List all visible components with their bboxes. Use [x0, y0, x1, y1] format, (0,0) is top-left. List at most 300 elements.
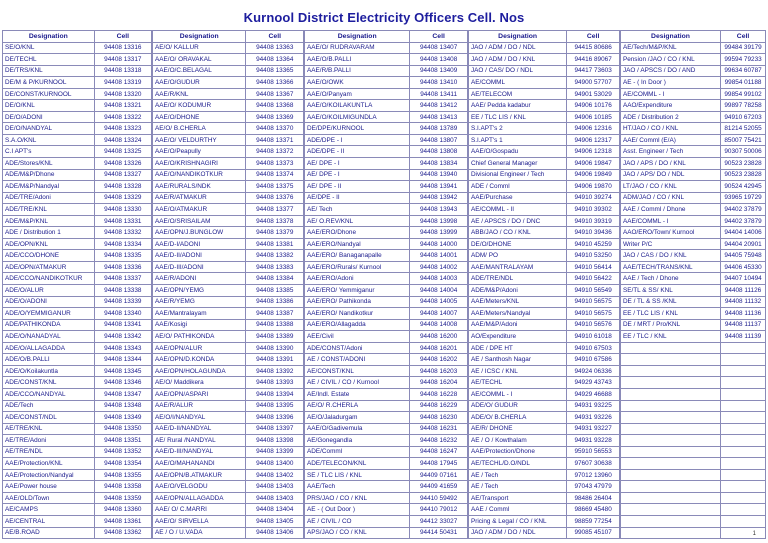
phone-cell: 98859 77254: [567, 515, 620, 527]
phone-cell: 94910 61018: [567, 331, 620, 343]
designation-cell: SE/TL & SS/ KNL: [620, 285, 720, 297]
table-row: [468, 331, 619, 343]
table-row: [468, 388, 619, 400]
phone-cell: 94408 13388: [246, 319, 304, 331]
table-row: [620, 377, 765, 389]
table-row: [468, 250, 619, 262]
table-row: [620, 215, 765, 227]
phone-cell: 94408 16228: [410, 388, 468, 400]
phone-cell: 94408 13331: [94, 215, 151, 227]
designation-cell: AE/CAMPS: [3, 504, 95, 516]
designation-cell: AE/O/I/NANDYAL: [153, 412, 246, 424]
table-row: [3, 192, 152, 204]
table-row: [153, 469, 304, 481]
designation-cell: AAE/O/ VELDURTHY: [153, 134, 246, 146]
table-row: [620, 123, 765, 135]
phone-cell: [721, 365, 766, 377]
table-row: [305, 227, 468, 239]
table-row: [153, 423, 304, 435]
table-row: [620, 400, 765, 412]
phone-cell: 94408 13346: [94, 377, 151, 389]
phone-cell: 94408 13366: [246, 77, 304, 89]
phone-cell: 94408 13334: [94, 238, 151, 250]
phone-cell: 93965 19729: [721, 192, 766, 204]
phone-cell: 94408 13379: [246, 227, 304, 239]
phone-cell: [721, 481, 766, 493]
designation-cell: AAE/Protection/KNL: [3, 458, 95, 470]
cell-header: Cell: [94, 31, 151, 43]
table-row: [305, 492, 468, 504]
designation-cell: [620, 469, 720, 481]
phone-cell: 94408 13410: [410, 77, 468, 89]
designation-cell: AAE/O/ ORAVAKAL: [153, 54, 246, 66]
table-row: [3, 250, 152, 262]
designation-cell: AAE / Comml: [468, 504, 566, 516]
phone-cell: 94408 13352: [94, 446, 151, 458]
designation-cell: S.A.O/KNL: [3, 134, 95, 146]
table-row: [153, 492, 304, 504]
phone-cell: 94408 13342: [94, 331, 151, 343]
designation-cell: AAE/O/VELGODU: [153, 481, 246, 493]
designation-cell: AAE/OPN/B.ATMAKUR: [153, 469, 246, 481]
table-row: [620, 65, 765, 77]
table-row: [153, 238, 304, 250]
phone-cell: 94929 43743: [567, 377, 620, 389]
phone-cell: 94408 13337: [94, 273, 151, 285]
table-row: [620, 492, 765, 504]
designation-cell: AE / Tech: [468, 481, 566, 493]
phone-cell: 94408 13403: [246, 492, 304, 504]
designation-cell: AAE/R/ADONI: [153, 273, 246, 285]
table-row: [3, 469, 152, 481]
designation-cell: ADE/O/ALLAGADDA: [3, 342, 95, 354]
table-row: [468, 469, 619, 481]
designation-cell: EE / TLC / KNL: [620, 331, 720, 343]
designation-cell: AE/TRE/Adoni: [3, 435, 95, 447]
phone-cell: 94404 14006: [721, 227, 766, 239]
designation-cell: AE/DPE - II: [305, 192, 410, 204]
table-row: [153, 88, 304, 100]
designation-cell: JAO / APSCS / DO / AND: [620, 65, 720, 77]
designation-cell: AAE/Power house: [3, 481, 95, 493]
table-row: [305, 354, 468, 366]
designation-cell: AAE/O/C.BELAGAL: [153, 65, 246, 77]
phone-cell: 94408 13389: [246, 331, 304, 343]
table-row: [620, 192, 765, 204]
table-row: [3, 238, 152, 250]
table-row: [468, 296, 619, 308]
phone-cell: 94408 13344: [94, 354, 151, 366]
phone-cell: 94910 56422: [567, 273, 620, 285]
table-row: [620, 412, 765, 424]
designation-cell: DE/M & P/KURNOOL: [3, 77, 95, 89]
table-row: [305, 331, 468, 343]
table-row: [3, 204, 152, 216]
table-row: [305, 296, 468, 308]
designation-cell: AE/CONST/KNL: [305, 365, 410, 377]
designation-cell: AE/ Tech: [305, 204, 410, 216]
designation-cell: AE / CIVIL / CO / Kurnool: [305, 377, 410, 389]
designation-cell: AAE/Kosigi: [153, 319, 246, 331]
table-row: [620, 296, 765, 308]
table-row: [620, 88, 765, 100]
table-row: [468, 354, 619, 366]
table-row: [305, 88, 468, 100]
phone-cell: 94408 13375: [246, 181, 304, 193]
table-row: [468, 319, 619, 331]
table-row: [620, 227, 765, 239]
phone-cell: 94408 16200: [410, 331, 468, 343]
designation-cell: [620, 423, 720, 435]
designation-cell: AAE/O/Panyam: [305, 88, 410, 100]
phone-cell: 94408 13339: [94, 296, 151, 308]
table-row: [153, 227, 304, 239]
designation-cell: JAO / CAS/ DO / NDL: [468, 65, 566, 77]
phone-cell: 94408 13383: [246, 261, 304, 273]
table-row: [3, 458, 152, 470]
table-row: [3, 88, 152, 100]
officer-table-2: [152, 30, 304, 539]
phone-cell: 94408 13942: [410, 192, 468, 204]
table-row: [3, 308, 152, 320]
table-row: [620, 134, 765, 146]
phone-cell: 94408 13370: [246, 123, 304, 135]
table-row: [468, 412, 619, 424]
phone-cell: [721, 377, 766, 389]
phone-cell: 94931 93227: [567, 423, 620, 435]
designation-cell: DE/TRS/KNL: [3, 65, 95, 77]
phone-cell: 94408 16201: [410, 342, 468, 354]
table-row: [3, 261, 152, 273]
designation-cell: HT/JAO / CO / KNL: [620, 123, 720, 135]
designation-cell: JAO / ADM / DO / NDL: [468, 527, 566, 539]
table-row: [153, 273, 304, 285]
phone-cell: 94910 56575: [567, 296, 620, 308]
designation-cell: AE/Tech/M&P/KNL: [620, 42, 720, 54]
table-row: [305, 250, 468, 262]
designation-cell: AE/B.ROAD: [3, 527, 95, 539]
designation-cell: ADE/O/ADONI: [3, 296, 95, 308]
phone-cell: 94408 13351: [94, 435, 151, 447]
designation-cell: AAE/Meters/Nandyal: [468, 308, 566, 320]
table-row: [153, 377, 304, 389]
designation-cell: JAO / APS / DO / KNL: [620, 158, 720, 170]
table-row: [305, 365, 468, 377]
phone-cell: 94408 13355: [94, 469, 151, 481]
phone-cell: 94408 14005: [410, 296, 468, 308]
designation-cell: AAE/D-II/ADONI: [153, 250, 246, 262]
designation-cell: AAE/OLD/Town: [3, 492, 95, 504]
designation-cell: Asst. Engineer / Tech: [620, 146, 720, 158]
phone-cell: 94906 19847: [567, 158, 620, 170]
phone-cell: 94408 13834: [410, 158, 468, 170]
designation-cell: AAE/O/ATMAKUR: [153, 204, 246, 216]
phone-cell: 94408 13345: [94, 365, 151, 377]
designation-cell: ADE / Distribution 1: [3, 227, 95, 239]
designation-cell: AAE/O/B.PALLI: [305, 54, 410, 66]
designation-cell: AAE/O/KRISHNAGIRI: [153, 158, 246, 170]
designation-cell: AAE/Mantralayam: [153, 308, 246, 320]
phone-cell: 94408 16202: [410, 354, 468, 366]
phone-cell: 94924 06336: [567, 365, 620, 377]
table-row: [468, 492, 619, 504]
table-row: [153, 77, 304, 89]
phone-cell: 94408 13360: [94, 504, 151, 516]
phone-cell: 94408 13323: [94, 123, 151, 135]
table-row: [3, 504, 152, 516]
phone-cell: [721, 469, 766, 481]
table-row: [305, 423, 468, 435]
table-row: [620, 319, 765, 331]
phone-cell: 94407 10494: [721, 273, 766, 285]
designation-cell: AE/ O.REV/KNL: [305, 215, 410, 227]
table-row: [153, 215, 304, 227]
designation-header: Designation: [468, 31, 566, 43]
phone-cell: 94408 13348: [94, 400, 151, 412]
phone-cell: 94408 14002: [410, 261, 468, 273]
table-row: [153, 204, 304, 216]
phone-cell: 94408 13943: [410, 204, 468, 216]
table-row: [153, 365, 304, 377]
table-row: [468, 54, 619, 66]
table-row: [468, 123, 619, 135]
table-row: [305, 123, 468, 135]
phone-cell: 94408 13343: [94, 342, 151, 354]
table-row: [3, 331, 152, 343]
designation-cell: Writer P/C: [620, 238, 720, 250]
table-row: [3, 134, 152, 146]
designation-cell: ADE/M&P/KNL: [3, 215, 95, 227]
table-row: [153, 342, 304, 354]
phone-cell: 94408 13377: [246, 204, 304, 216]
table-row: [620, 469, 765, 481]
table-row: [468, 481, 619, 493]
phone-cell: 94408 16203: [410, 365, 468, 377]
phone-cell: 99594 79233: [721, 54, 766, 66]
phone-cell: 94910 56414: [567, 261, 620, 273]
phone-cell: 94408 13386: [246, 296, 304, 308]
phone-cell: 90523 23828: [721, 169, 766, 181]
designation-cell: JAO / CAS / DO / KNL: [620, 250, 720, 262]
phone-cell: 94408 13394: [246, 388, 304, 400]
table-row: [620, 204, 765, 216]
designation-cell: ADE/O/NANADYAL: [3, 331, 95, 343]
table-row: [620, 146, 765, 158]
phone-cell: 94408 16230: [410, 412, 468, 424]
phone-cell: 94910 67203: [721, 111, 766, 123]
table-row: [620, 111, 765, 123]
table-row: [468, 134, 619, 146]
table-row: [305, 192, 468, 204]
phone-cell: 94408 13405: [246, 515, 304, 527]
phone-cell: 81214 52055: [721, 123, 766, 135]
phone-cell: [721, 423, 766, 435]
designation-cell: ADE/O/YEMMIGANUR: [3, 308, 95, 320]
designation-cell: AAE/ERO/ Pathikonda: [305, 296, 410, 308]
table-row: [468, 100, 619, 112]
table-row: [153, 296, 304, 308]
table-row: [305, 238, 468, 250]
designation-cell: AE/ DPE - I: [305, 169, 410, 181]
phone-cell: 94910 39302: [567, 204, 620, 216]
phone-cell: 98669 45480: [567, 504, 620, 516]
table-row: [620, 504, 765, 516]
table-row: [305, 42, 468, 54]
phone-cell: 94408 16204: [410, 377, 468, 389]
designation-cell: Divisional Engineer / Tech: [468, 169, 566, 181]
phone-cell: 94408 13391: [246, 354, 304, 366]
table-row: [153, 100, 304, 112]
designation-cell: DE / MRT / Pro/KNL: [620, 319, 720, 331]
designation-cell: AAE/Meters/KNL: [468, 296, 566, 308]
designation-cell: AAE/ERO/Dhone: [305, 227, 410, 239]
designation-cell: AAE/RURALS/NDK: [153, 181, 246, 193]
phone-cell: 94408 14000: [410, 238, 468, 250]
designation-cell: [620, 527, 720, 539]
phone-cell: 94408 13385: [246, 285, 304, 297]
designation-cell: AE / APSCS / DO / DNC: [468, 215, 566, 227]
phone-cell: 94408 13395: [246, 400, 304, 412]
officer-table-1: [2, 30, 152, 539]
phone-cell: [721, 515, 766, 527]
designation-cell: AO/Expenditure: [468, 331, 566, 343]
phone-cell: 94416 89067: [567, 54, 620, 66]
designation-header: Designation: [305, 31, 410, 43]
phone-cell: 94408 13324: [94, 134, 151, 146]
phone-cell: 94901 53029: [567, 88, 620, 100]
table-header-row: [468, 31, 619, 43]
designation-cell: AAE/R/YEMG: [153, 296, 246, 308]
table-row: [3, 492, 152, 504]
designation-cell: SE/O/KNL: [3, 42, 95, 54]
table-row: [620, 388, 765, 400]
table-row: [153, 319, 304, 331]
designation-cell: AAE/O/NANDIKOTKUR: [153, 169, 246, 181]
designation-cell: ADE/TRE/KNL: [3, 204, 95, 216]
designation-cell: AAO/Expenditure: [620, 100, 720, 112]
designation-cell: AAE/OPN/ALLAGADDA: [153, 492, 246, 504]
phone-cell: 94414 50431: [410, 527, 468, 539]
designation-cell: SE / TLC LIS / KNL: [305, 469, 410, 481]
page-number: 1: [752, 531, 756, 537]
table-header-row: [3, 31, 152, 43]
table-row: [305, 458, 468, 470]
phone-cell: 94408 16231: [410, 423, 468, 435]
table-row: [153, 65, 304, 77]
designation-cell: AAE/ERO/Nandyal: [305, 238, 410, 250]
phone-cell: 94409 41659: [410, 481, 468, 493]
designation-cell: AE/TECHL/D.O/NDL: [468, 458, 566, 470]
designation-cell: ABB/JAO / CO / KNL: [468, 227, 566, 239]
table-row: [620, 158, 765, 170]
table-row: [305, 285, 468, 297]
phone-cell: 94408 13325: [94, 146, 151, 158]
phone-cell: 94409 07161: [410, 469, 468, 481]
phone-cell: 94906 10176: [567, 100, 620, 112]
table-row: [305, 65, 468, 77]
phone-cell: [721, 527, 766, 539]
phone-cell: 94408 13413: [410, 111, 468, 123]
table-row: [468, 42, 619, 54]
designation-cell: AAE/OPN/HOLAGUNDA: [153, 365, 246, 377]
phone-cell: 94408 13402: [246, 469, 304, 481]
phone-cell: 94415 80686: [567, 42, 620, 54]
designation-cell: AAE/ERO/Allagadda: [305, 319, 410, 331]
designation-cell: [620, 388, 720, 400]
table-row: [153, 412, 304, 424]
table-row: [3, 273, 152, 285]
table-row: [153, 400, 304, 412]
directory-tables: [2, 30, 766, 539]
designation-cell: AAE/ O/ C.MARRI: [153, 504, 246, 516]
designation-cell: [620, 435, 720, 447]
designation-cell: ADE/CCO/NANDIKOTKUR: [3, 273, 95, 285]
designation-cell: AE/O/ PATHIKONDA: [153, 331, 246, 343]
phone-cell: 94408 13335: [94, 250, 151, 262]
table-row: [620, 435, 765, 447]
phone-cell: 94408 13364: [246, 54, 304, 66]
phone-cell: 94410 59492: [410, 492, 468, 504]
phone-cell: 94408 11126: [721, 285, 766, 297]
table-row: [153, 158, 304, 170]
designation-cell: ADE/Stores/KNL: [3, 158, 95, 170]
phone-cell: 90524 42945: [721, 181, 766, 193]
phone-cell: 94408 17945: [410, 458, 468, 470]
table-row: [305, 169, 468, 181]
table-row: [3, 158, 152, 170]
phone-cell: 94408 13368: [246, 100, 304, 112]
phone-cell: 85007 75421: [721, 134, 766, 146]
table-row: [620, 181, 765, 193]
table-row: [620, 169, 765, 181]
table-row: [3, 515, 152, 527]
table-row: [305, 515, 468, 527]
designation-cell: ADE/TRE/NDL: [468, 273, 566, 285]
designation-cell: AE/COMML - II: [468, 204, 566, 216]
phone-cell: 94412 33027: [410, 515, 468, 527]
phone-cell: 94910 39274: [567, 192, 620, 204]
phone-cell: 94906 12317: [567, 134, 620, 146]
phone-cell: 94408 13369: [246, 111, 304, 123]
phone-cell: 94408 13411: [410, 88, 468, 100]
designation-cell: AE - ( In Door ): [620, 77, 720, 89]
table-row: [305, 412, 468, 424]
phone-cell: 94408 14008: [410, 319, 468, 331]
designation-cell: AAE/ERO/Rurals/ Kurnool: [305, 261, 410, 273]
table-row: [468, 446, 619, 458]
phone-cell: 94408 13363: [246, 42, 304, 54]
phone-cell: 94408 13789: [410, 123, 468, 135]
designation-cell: Pension /JAO / CO / KNL: [620, 54, 720, 66]
phone-cell: 98486 26404: [567, 492, 620, 504]
phone-cell: 94408 13408: [410, 54, 468, 66]
designation-cell: ADE / Comml: [468, 181, 566, 193]
phone-cell: 94906 12318: [567, 146, 620, 158]
phone-cell: 94408 13400: [246, 458, 304, 470]
designation-cell: C.I APT's: [3, 146, 95, 158]
table-row: [468, 238, 619, 250]
designation-cell: AAE/ERO/ Banaganapalle: [305, 250, 410, 262]
phone-cell: 94417 73603: [567, 65, 620, 77]
phone-cell: 94408 13392: [246, 365, 304, 377]
phone-cell: 99854 99102: [721, 88, 766, 100]
table-row: [468, 515, 619, 527]
table-row: [620, 423, 765, 435]
designation-cell: AAE / Comml / Dhone: [620, 204, 720, 216]
table-row: [153, 169, 304, 181]
phone-cell: 94408 13326: [94, 158, 151, 170]
table-row: [305, 469, 468, 481]
